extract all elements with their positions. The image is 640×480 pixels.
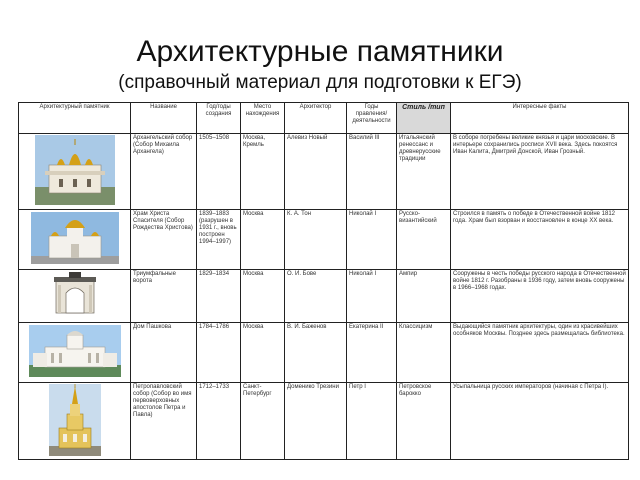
row-style: Ампир xyxy=(397,269,451,323)
row-name: Архангельский собор (Собор Михаила Архангела) xyxy=(131,134,197,210)
row-style: Итальянский ренессанс и древнерусские традиции xyxy=(397,134,451,210)
row-years: 1829–1834 xyxy=(197,269,241,323)
row-name: Храм Христа Спасителя (Собор Рождества Христова) xyxy=(131,209,197,269)
page-subtitle: (справочный материал для подготовки к ЕГЭ) xyxy=(118,72,522,93)
header-style: Стиль /тип xyxy=(397,103,451,134)
table-row xyxy=(19,134,629,210)
header-monument: Архитектурный памятник xyxy=(19,103,131,134)
row-facts: Сооружены в честь победы русского народа в Отечественной войне 1812 г. Разобраны в 1936 году, затем вновь сооружены в 1966–1968 годах. xyxy=(451,269,629,323)
row-place: Санкт-Петербург xyxy=(241,383,285,460)
row-place: Москва xyxy=(241,269,285,323)
header-architect: Архитектор xyxy=(285,103,347,134)
row-ruler: Николай I xyxy=(347,209,397,269)
row-facts: Усыпальница русских императоров (начиная с Петра I). xyxy=(451,383,629,460)
header-name: Название xyxy=(131,103,197,134)
row-years: 1839–1883 (разрушен в 1931 г., вновь построен 1994–1997) xyxy=(197,209,241,269)
cathedral-christ-image xyxy=(19,209,131,269)
row-ruler: Николай I xyxy=(347,269,397,323)
row-architect: Алевиз Новый xyxy=(285,134,347,210)
table-row xyxy=(19,269,629,323)
row-place: Москва xyxy=(241,323,285,383)
row-ruler: Петр I xyxy=(347,383,397,460)
table-row xyxy=(19,383,629,460)
row-years: 1712–1733 xyxy=(197,383,241,460)
pashkov-house-image xyxy=(19,323,131,383)
row-architect: О. И. Бове xyxy=(285,269,347,323)
row-architect: В. И. Баженов xyxy=(285,323,347,383)
table-row xyxy=(19,209,629,269)
table-row xyxy=(19,323,629,383)
header-ruler: Годы правления/деятельности xyxy=(347,103,397,134)
row-place: Москва, Кремль xyxy=(241,134,285,210)
row-style: Классицизм xyxy=(397,323,451,383)
row-name: Триумфальные ворота xyxy=(131,269,197,323)
row-name: Петропавловский собор (Собор во имя первоверховных апостолов Петра и Павла) xyxy=(131,383,197,460)
header-years: Год/годы создания xyxy=(197,103,241,134)
header-place: Место нахождения xyxy=(241,103,285,134)
row-place: Москва xyxy=(241,209,285,269)
row-architect: Доменико Трезини xyxy=(285,383,347,460)
row-ruler: Василий III xyxy=(347,134,397,210)
peter-paul-cathedral-image xyxy=(19,383,131,460)
triumphal-gate-image xyxy=(19,269,131,323)
row-facts: В соборе погребены великие князья и цари московские. В интерьере сохранились росписи XVII века. Здесь покоятся Иван Калита, Дмитрий Донской, Иван Грозный. xyxy=(451,134,629,210)
row-architect: К. А. Тон xyxy=(285,209,347,269)
row-facts: Выдающийся памятник архитектуры, один из красивейших особняков Москвы. Позднее здесь размещалась библиотека. xyxy=(451,323,629,383)
row-years: 1505–1508 xyxy=(197,134,241,210)
monuments-table xyxy=(18,102,628,460)
row-ruler: Екатерина II xyxy=(347,323,397,383)
row-name: Дом Пашкова xyxy=(131,323,197,383)
cathedral-kremlin-image xyxy=(19,134,131,210)
page-title: Архитектурные памятники xyxy=(136,35,504,68)
row-years: 1784–1786 xyxy=(197,323,241,383)
row-facts: Строился в память о победе в Отечественной войне 1812 года. Храм был взорван и восстановлен в конце XX века. xyxy=(451,209,629,269)
header-facts: Интересные факты xyxy=(451,103,629,134)
row-style: Русско-византийский xyxy=(397,209,451,269)
row-style: Петровское барокко xyxy=(397,383,451,460)
